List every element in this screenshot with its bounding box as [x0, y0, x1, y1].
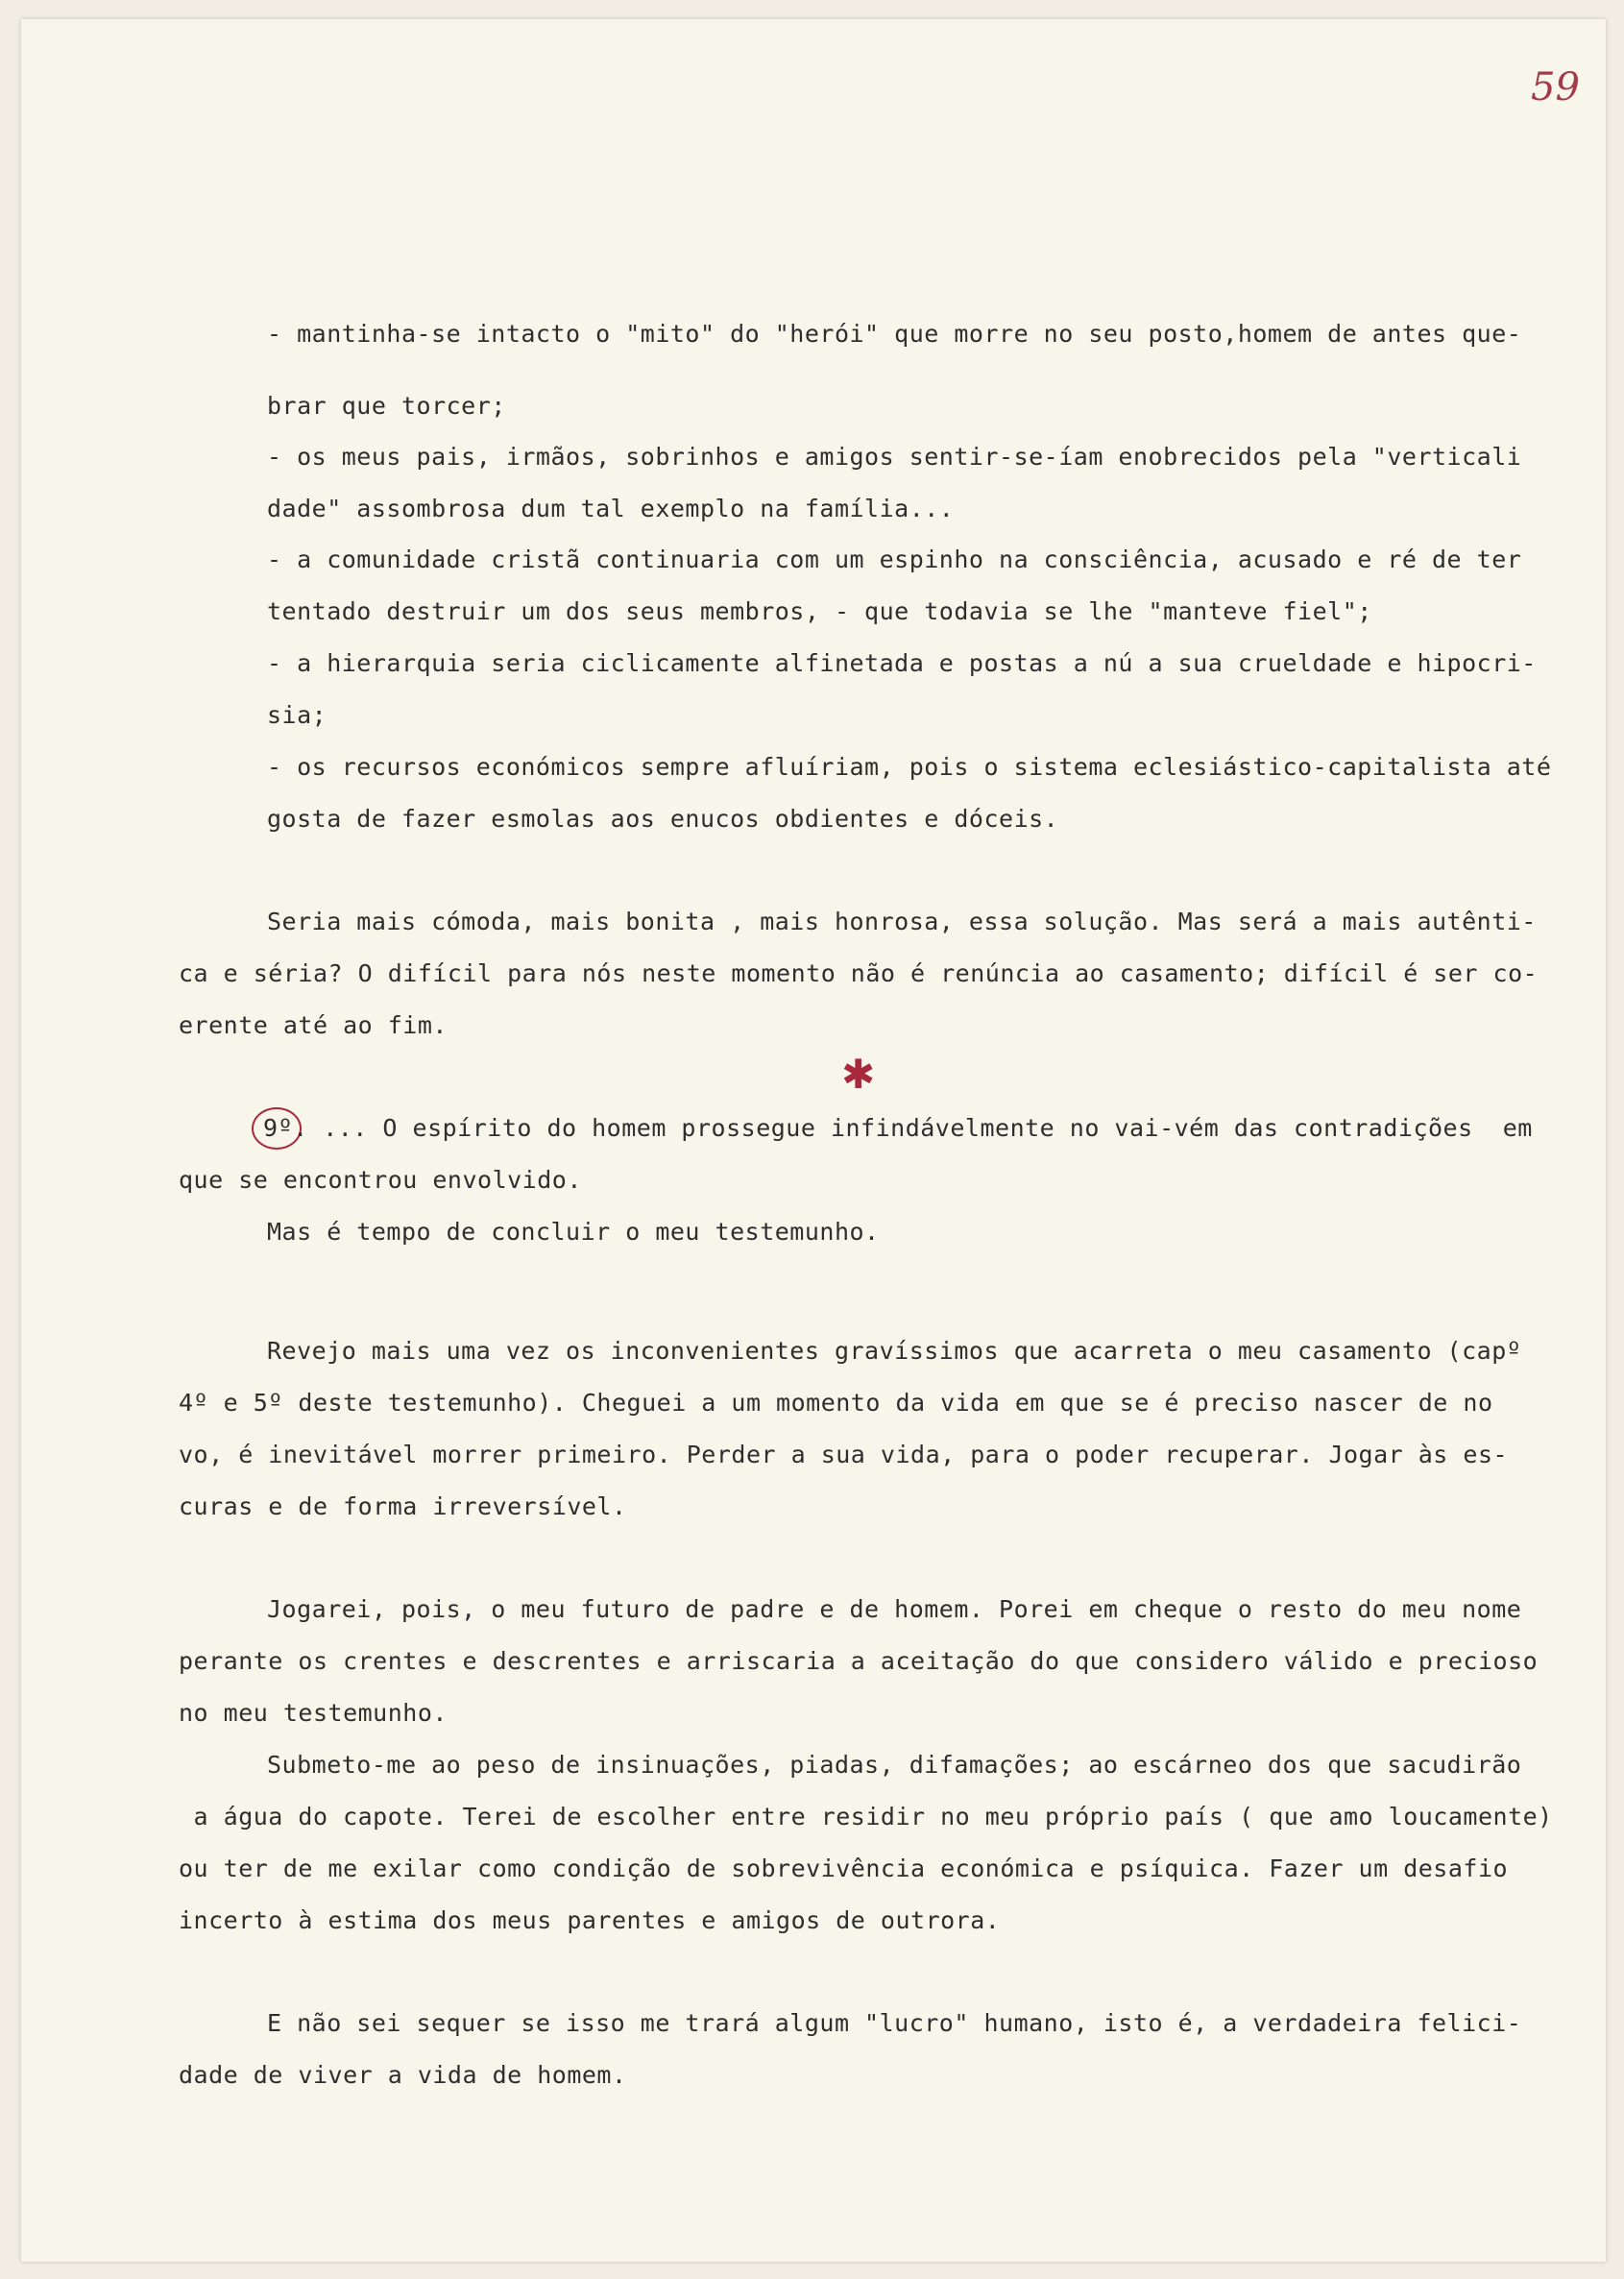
- text-line: a água do capote. Terei de escolher entre residir no meu próprio país ( que amo loucamente): [179, 1803, 1553, 1830]
- text-line: - a hierarquia seria ciclicamente alfinetada e postas a nú a sua crueldade e hipocri-: [267, 649, 1537, 677]
- text-line: ou ter de me exilar como condição de sobrevivência económica e psíquica. Fazer um desafio: [179, 1855, 1509, 1882]
- typewritten-page: [21, 19, 1606, 2262]
- page-number: 59: [1531, 65, 1580, 109]
- text-line: Mas é tempo de concluir o meu testemunho.: [267, 1218, 880, 1246]
- text-line: dade" assombrosa dum tal exemplo na família...: [267, 495, 955, 522]
- text-line: Revejo mais uma vez os inconvenientes gravíssimos que acarreta o meu casamento (capº: [267, 1337, 1522, 1365]
- text-line: - a comunidade cristã continuaria com um espinho na consciência, acusado e ré de ter: [267, 546, 1522, 573]
- text-line: ca e séria? O difícil para nós neste momento não é renúncia ao casamento; difícil é ser co-: [179, 959, 1539, 987]
- text-line: tentado destruir um dos seus membros, - que todavia se lhe "manteve fiel";: [267, 597, 1372, 625]
- text-line: erente até ao fim.: [179, 1011, 448, 1039]
- text-line: incerto à estima dos meus parentes e amigos de outrora.: [179, 1906, 1001, 1934]
- text-line: Seria mais cómoda, mais bonita , mais honrosa, essa solução. Mas será a mais autênti-: [267, 908, 1537, 935]
- text-line: - mantinha-se intacto o "mito" do "herói" que morre no seu posto,homem de antes que-: [267, 320, 1522, 348]
- text-line: gosta de fazer esmolas aos enucos obdientes e dóceis.: [267, 805, 1059, 833]
- text-line: 9º. ... O espírito do homem prossegue infindávelmente no vai-vém das contradições em: [263, 1114, 1533, 1142]
- text-line: - os recursos económicos sempre afluíriam, pois o sistema eclesiástico-capitalista até: [267, 753, 1552, 781]
- text-line: perante os crentes e descrentes e arriscaria a aceitação do que considero válido e precioso: [179, 1647, 1539, 1675]
- text-line: curas e de forma irreversível.: [179, 1492, 627, 1520]
- text-line: - os meus pais, irmãos, sobrinhos e amigos sentir-se-íam enobrecidos pela "verticali: [267, 443, 1522, 471]
- text-line: no meu testemunho.: [179, 1699, 448, 1727]
- text-line: sia;: [267, 701, 327, 729]
- text-line: E não sei sequer se isso me trará algum "lucro" humano, isto é, a verdadeira felici-: [267, 2009, 1522, 2037]
- asterisk-mark: ✱: [841, 1051, 876, 1098]
- text-line: brar que torcer;: [267, 392, 506, 420]
- text-line: 4º e 5º deste testemunho). Cheguei a um momento da vida em que se é preciso nascer de no: [179, 1389, 1493, 1417]
- text-line: dade de viver a vida de homem.: [179, 2061, 627, 2089]
- text-line: Jogarei, pois, o meu futuro de padre e de homem. Porei em cheque o resto do meu nome: [267, 1595, 1522, 1623]
- text-line: vo, é inevitável morrer primeiro. Perder a sua vida, para o poder recuperar. Jogar às es-: [179, 1441, 1509, 1468]
- text-line: Submeto-me ao peso de insinuações, piadas, difamações; ao escárneo dos que sacudirão: [267, 1751, 1522, 1779]
- text-line: que se encontrou envolvido.: [179, 1166, 582, 1194]
